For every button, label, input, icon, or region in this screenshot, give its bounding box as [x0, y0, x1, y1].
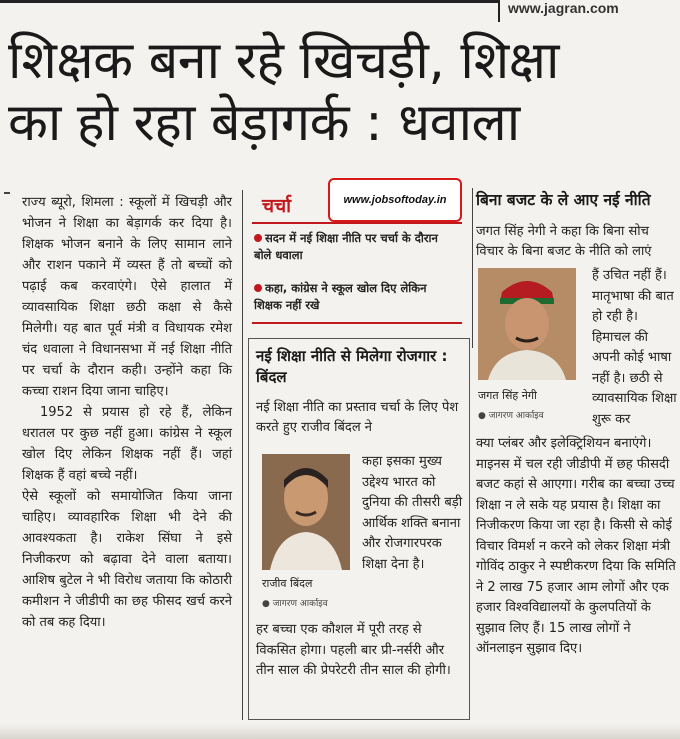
headline-line-2: का हो रहा बेड़ागर्क : धवाला: [8, 93, 520, 153]
left-para-3: ऐसे स्कूलों को समायोजित किया जाना चाहिए। व्यावहारिक शिक्षा भी देने की आवश्यकता है। राकेश सिंघा ने इसे निजीकरण को बढ़ावा देने वाला बताया। आशिष बुटेल ने भी विरोध जताया कि कोठारी कमीशन ने जीडीपी का छह फीसद खर्च करने को तब कह दिया।: [22, 489, 232, 630]
negi-credit: ● जागरण आर्काइव: [478, 411, 544, 421]
negi-heading: बिना बजट के ले आए नई नीति: [476, 191, 651, 209]
left-para-1: राज्य ब्यूरो, शिमला : स्कूलों में खिचड़ी और भोजन ने शिक्षा का बेड़ागर्क कर दिया है। शिक्षक भोजन बनाने के लिए सामान लाने और राशन पकाने में व्यस्त हैं तो बच्चों को पढ़ाई कब करवाएंगे। ऐसे हालात में व्यावसायिक शिक्षा छठी कक्षा से कैसे मिलेगी। यह बात पूर्व मंत्री व विधायक रमेश चंद धवाला ने विधानसभा में नई शिक्षा नीति पर चर्चा के दौरान कही। उन्होंने कहा कि कच्चा राशन दिया जाना चाहिए।: [22, 195, 232, 399]
next-article-strip: [0, 724, 680, 739]
top-separator: [498, 0, 500, 22]
negi-text-top: जगत सिंह नेगी ने कहा कि बिना सोच विचार के बिना बजट के नीति को लाएं: [476, 224, 652, 259]
bindal-credit: ● जागरण आर्काइव: [262, 599, 328, 609]
charcha-tag: चर्चा: [262, 195, 292, 217]
bullet-dot-icon: [254, 284, 262, 292]
negi-portrait-icon: [478, 268, 576, 380]
bindal-heading: नई शिक्षा नीति से मिलेगा रोजगार : बिंदल: [256, 347, 448, 386]
charcha-red-rule-bottom: [252, 322, 462, 324]
negi-text-bottom: क्या प्लंबर और इलेक्ट्रिशियन बनाएंगे। माइनस में चल रही जीडीपी में छह फीसदी बजट कहां से आएगा। गरीब का बच्चा उच्च शिक्षा न ले सके यह प्रयास है। शिक्षा का निजीकरण किया जा रहा है। किसी से कोई विचार विमर्श न करने को लेकर शिक्षा मंत्री गोविंद ठाकुर ने स्पष्टीकरण दिया कि समिति ने 2 लाख 75 हजार आम लोगों और एक हजार विश्वविद्यालयों के कुलपतियों के सुझाव लिए हैं। 15 लाख लोगों ने ऑनलाइन सुझाव दिए।: [476, 436, 676, 656]
bindal-caption: राजीव बिंदल: [262, 577, 313, 590]
bindal-text-bottom: हर बच्चा एक कौशल में पूरी तरह से विकसित होगा। पहली बार प्री-नर्सरी और तीन साल की प्रेपरेटरी तीन साल की होगी।: [256, 622, 451, 678]
headline: [8, 30, 672, 154]
left-para-2: 1952 से प्रयास हो रहे हैं, लेकिन धरातल पर कुछ नहीं हुआ। कांग्रेस ने स्कूल खोल दिए लेकिन शिक्षक नहीं हैं। जहां शिक्षक हैं वहां बच्चे नहीं।: [22, 405, 232, 483]
bindal-photo: [262, 454, 350, 570]
watermark-logo: www.jobsoftoday.in: [328, 178, 462, 222]
negi-photo: [478, 268, 576, 380]
negi-caption: जगत सिंह नेगी: [478, 389, 537, 402]
column-divider-right: [472, 188, 473, 348]
charcha-red-rule: [252, 222, 462, 224]
charcha-bullet-2-text: कहा, कांग्रेस ने स्कूल खोल दिए लेकिन शिक्षक नहीं रखे: [254, 281, 427, 312]
charcha-bullet-2: [254, 280, 458, 314]
left-column: [22, 192, 232, 633]
site-url: www.jagran.com: [508, 0, 619, 16]
charcha-bullet-1-text: सदन में नई शिक्षा नीति पर चर्चा के दौरान बोले धवाला: [254, 231, 438, 262]
bindal-text-side: कहा इसका मुख्य उद्देश्य भारत को दुनिया की तीसरी बड़ी आर्थिक शक्ति बनाना और रोजगारपरक शिक्षा देना है।: [362, 454, 463, 572]
negi-text-side: हैं उचित नहीं हैं। मातृभाषा की बात हो रही है। हिमाचल की अपनी कोई भाषा नहीं है। छठी से व्यावसायिक शिक्षा शुरू कर: [592, 268, 677, 427]
bindal-text-top: नई शिक्षा नीति का प्रस्ताव चर्चा के लिए पेश करते हुए राजीव बिंदल ने: [256, 400, 459, 435]
charcha-bullet-1: [254, 230, 458, 264]
bullet-dot-icon: [254, 234, 262, 242]
headline-line-1: शिक्षक बना रहे खिचड़ी, शिक्षा: [8, 31, 559, 91]
bindal-portrait-icon: [262, 454, 350, 570]
top-rule: [0, 0, 498, 3]
column-divider-left: [242, 190, 243, 720]
left-margin-mark: [4, 192, 10, 194]
